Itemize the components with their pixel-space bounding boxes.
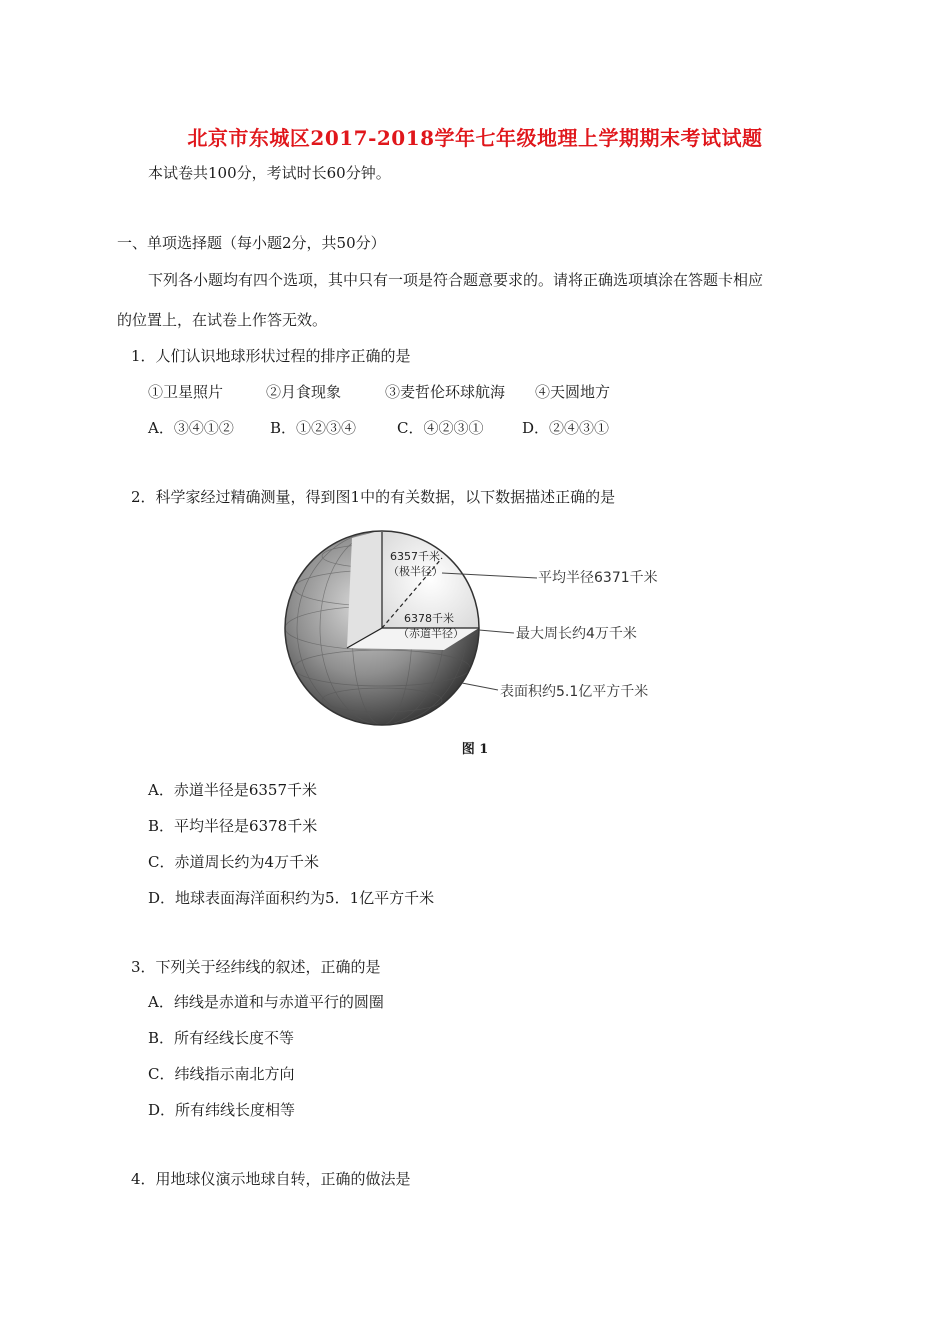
exam-intro: 本试卷共100分，考试时长60分钟。 xyxy=(148,164,391,182)
polar-radius-value: 6357千米 xyxy=(390,550,440,563)
q2-option-c: C．赤道周长约为4万千米 xyxy=(148,853,320,871)
q3-stem: 3．下列关于经纬线的叙述，正确的是 xyxy=(131,958,381,976)
q1-option-a: A．③④①② xyxy=(148,419,234,437)
section-heading: 一、单项选择题（每小题2分，共50分） xyxy=(117,234,386,252)
q1-stem: 1．人们认识地球形状过程的排序正确的是 xyxy=(131,347,411,365)
circumference-callout: 最大周长约4万千米 xyxy=(516,626,637,642)
section-instruction-line1: 下列各小题均有四个选项，其中只有一项是符合题意要求的。请将正确选项填涂在答题卡相应 xyxy=(148,271,764,289)
figure-caption: 图 1 xyxy=(461,742,489,757)
q4-stem: 4．用地球仪演示地球自转，正确的做法是 xyxy=(131,1170,411,1188)
q2-stem: 2．科学家经过精确测量，得到图1中的有关数据，以下数据描述正确的是 xyxy=(131,488,616,506)
q2-option-d: D．地球表面海洋面积约为5．1亿平方千米 xyxy=(148,889,435,907)
q3-option-d: D．所有纬线长度相等 xyxy=(148,1101,296,1119)
q1-option-b: B．①②③④ xyxy=(270,419,357,437)
page-title: 北京市东城区2017-2018学年七年级地理上学期期末考试试题 xyxy=(187,126,763,150)
q3-option-b: B．所有经线长度不等 xyxy=(148,1029,295,1047)
polar-radius-label: （极半径） xyxy=(388,565,443,578)
equatorial-radius-value: 6378千米 xyxy=(404,612,454,625)
q1-item: ③麦哲伦环球航海 xyxy=(385,383,506,401)
q1-item: ①卫星照片 xyxy=(148,383,224,401)
earth-figure xyxy=(282,518,682,733)
q2-option-a: A．赤道半径是6357千米 xyxy=(148,781,318,799)
section-instruction-line2: 的位置上，在试卷上作答无效。 xyxy=(117,311,328,329)
q1-option-c: C．④②③① xyxy=(397,419,484,437)
equatorial-radius-label: （赤道半径） xyxy=(398,627,464,640)
mean-radius-callout: 平均半径6371千米 xyxy=(538,570,658,586)
q3-option-c: C．纬线指示南北方向 xyxy=(148,1065,295,1083)
q1-option-d: D．②④③① xyxy=(522,419,610,437)
q1-item: ②月食现象 xyxy=(266,383,342,401)
q1-item: ④天圆地方 xyxy=(535,383,611,401)
earth-sphere-diagram xyxy=(282,518,682,733)
q3-option-a: A．纬线是赤道和与赤道平行的圆圈 xyxy=(148,993,384,1011)
q2-option-b: B．平均半径是6378千米 xyxy=(148,817,318,835)
surface-area-callout: 表面积约5.1亿平方千米 xyxy=(500,684,649,700)
